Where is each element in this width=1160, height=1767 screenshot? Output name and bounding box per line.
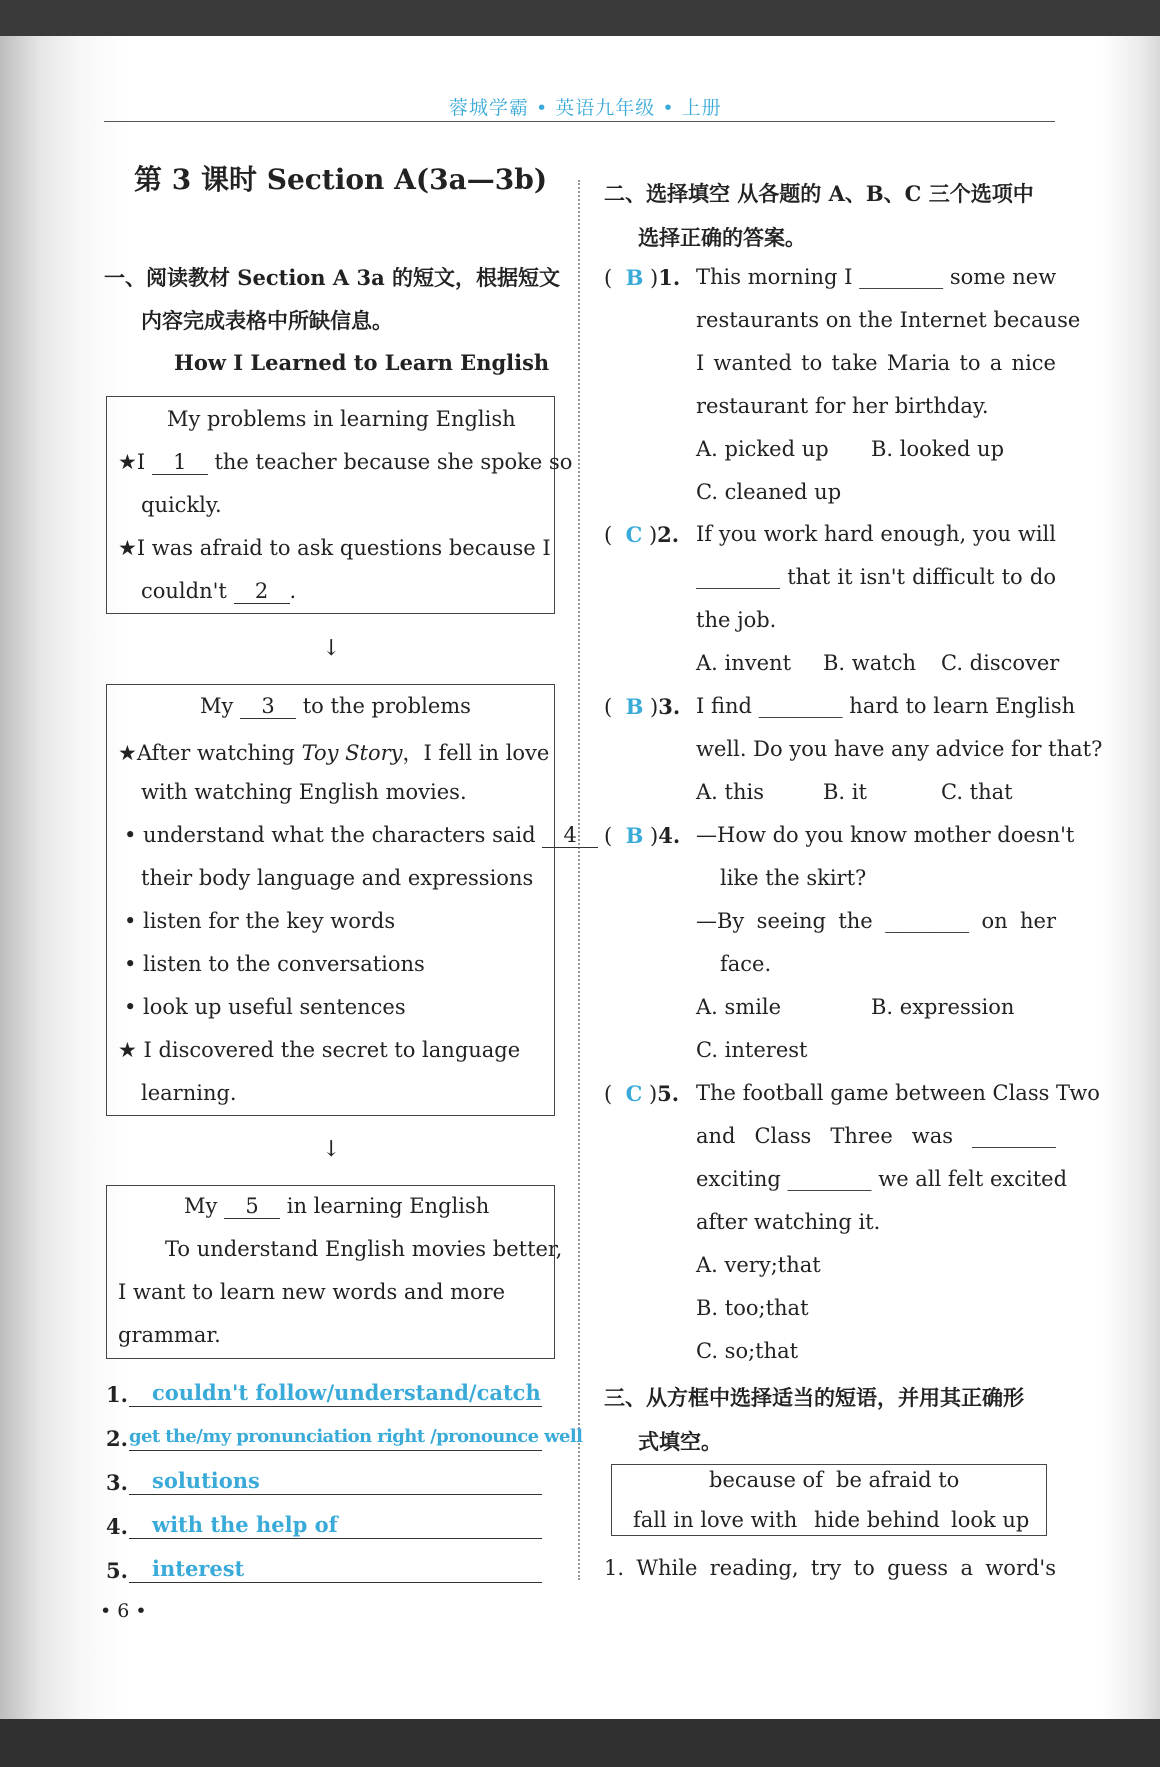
header-rule — [104, 121, 1055, 122]
phrase-be-afraid-to: be afraid to — [836, 1468, 960, 1492]
box2-star1-line1: ★After watching Toy Story，I fell in love — [118, 741, 550, 765]
blank-2: 2 — [234, 579, 290, 604]
q1-answer: B — [625, 265, 644, 290]
answer-num-3: 3. — [106, 1470, 128, 1495]
answer-num-2: 2. — [106, 1426, 128, 1451]
q1-line4: restaurant for her birthday. — [696, 394, 989, 418]
q1-option-b: B. looked up — [871, 437, 1005, 461]
blank-1: 1 — [152, 450, 208, 475]
q4-option-c: C. interest — [696, 1038, 808, 1062]
q2-line3: the job. — [696, 608, 777, 632]
q4-line1: —How do you know mother doesn't — [696, 823, 1075, 847]
q5-option-b: B. too;that — [696, 1296, 809, 1320]
box2-bullet1-line1: • understand what the characters said 4 — [124, 823, 598, 848]
q3-marker: ( B )3. — [604, 694, 681, 719]
lesson-title: 第 3 课时 Section A(3a—3b) — [134, 163, 548, 196]
q1-line3: I wanted to take Maria to a nice — [696, 351, 1056, 375]
q5-line3: exciting ________ we all felt excited — [696, 1167, 1068, 1191]
box1-star1-line2: quickly. — [141, 493, 222, 517]
q1-marker: ( B )1. — [604, 265, 681, 290]
box2-star2-line2: learning. — [141, 1081, 237, 1105]
bottom-bar — [0, 1719, 1160, 1767]
box3-line2: I want to learn new words and more — [118, 1280, 506, 1304]
q4-line3: —By seeing the ________ on her — [696, 909, 1056, 933]
answer-text-2: get the/my pronunciation right /pronounce well — [129, 1426, 583, 1447]
answer-text-1: couldn't follow/understand/catch — [152, 1380, 541, 1405]
q3-line2: well. Do you have any advice for that? — [696, 737, 1103, 761]
box1-star1-line1: ★I 1 the teacher because she spoke so — [118, 450, 573, 474]
q3-option-b: B. it — [823, 780, 867, 804]
q1-option-c: C. cleaned up — [696, 480, 842, 504]
q5-line1: The football game between Class Two — [696, 1081, 1100, 1105]
box2-bullet1-line2: their body language and expressions — [141, 866, 534, 890]
box3-title: My 5 in learning English — [184, 1194, 490, 1218]
q3-option-c: C. that — [941, 780, 1013, 804]
q3-line1: I find ________ hard to learn English — [696, 694, 1076, 718]
part1-heading-line2: 内容完成表格中所缺信息。 — [141, 308, 393, 333]
column-divider — [578, 180, 580, 1580]
part2-heading-line2: 选择正确的答案。 — [638, 225, 806, 250]
answer-text-5: interest — [152, 1556, 245, 1581]
q5-answer: C — [625, 1081, 643, 1106]
box2-title: My 3 to the problems — [200, 694, 471, 718]
q2-option-c: C. discover — [941, 651, 1060, 675]
part1-heading-line1: 一、阅读教材 Section A 3a 的短文，根据短文 — [104, 265, 561, 290]
box2-star1-line2: with watching English movies. — [141, 780, 467, 804]
q2-line2: ________ that it isn't difficult to do — [696, 565, 1056, 589]
blank-4: 4 — [542, 823, 598, 848]
box1-star2-line1: ★I was afraid to ask questions because I — [118, 536, 551, 560]
part3-heading-line2: 式填空。 — [638, 1429, 722, 1454]
box3-line1: To understand English movies better, — [165, 1237, 563, 1261]
box2-bullet4: • look up useful sentences — [124, 995, 406, 1019]
q4-option-a: A. smile — [696, 995, 782, 1019]
blank-5: 5 — [224, 1194, 280, 1219]
arrow-down-icon-2: ↓ — [322, 1137, 341, 1162]
q1-option-a: A. picked up — [696, 437, 829, 461]
q4-answer: B — [625, 823, 644, 848]
q2-line1: If you work hard enough, you will — [696, 522, 1056, 546]
answer-text-3: solutions — [152, 1468, 260, 1493]
q2-option-b: B. watch — [823, 651, 917, 675]
box3-line3: grammar. — [118, 1323, 221, 1347]
q5-option-a: A. very;that — [696, 1253, 821, 1277]
q5-option-c: C. so;that — [696, 1339, 799, 1363]
box1-star2-line2: couldn't 2 . — [141, 579, 297, 603]
part3-q1: 1. While reading, try to guess a word's — [604, 1556, 1056, 1580]
answer-num-4: 4. — [106, 1514, 128, 1539]
q2-marker: ( C )2. — [604, 522, 680, 547]
arrow-down-icon: ↓ — [322, 636, 341, 661]
q4-line4: face. — [720, 952, 772, 976]
page-header: 蓉城学霸 • 英语九年级 • 上册 — [449, 97, 722, 119]
box2-star2-line1: ★ I discovered the secret to language — [118, 1038, 521, 1062]
blank-3: 3 — [240, 694, 296, 719]
box1-title: My problems in learning English — [167, 407, 516, 431]
q1-line1: This morning I ________ some new — [696, 265, 1057, 289]
q5-line2: and Class Three was ________ — [696, 1124, 1056, 1148]
part2-heading-line1: 二、选择填空 从各题的 A、B、C 三个选项中 — [604, 181, 1034, 206]
q4-line2: like the skirt? — [720, 866, 867, 890]
answer-num-1: 1. — [106, 1382, 128, 1407]
phrase-look-up: look up — [951, 1508, 1030, 1532]
q5-marker: ( C )5. — [604, 1081, 680, 1106]
q3-option-a: A. this — [696, 780, 764, 804]
passage-subtitle: How I Learned to Learn English — [174, 350, 550, 375]
q4-marker: ( B )4. — [604, 823, 681, 848]
phrase-because-of: because of — [709, 1468, 823, 1492]
q2-option-a: A. invent — [696, 651, 792, 675]
phrase-fall-in-love-with: fall in love with — [633, 1508, 798, 1532]
answer-num-5: 5. — [106, 1558, 128, 1583]
phrase-hide-behind: hide behind — [814, 1508, 940, 1532]
q1-line2: restaurants on the Internet because — [696, 308, 1081, 332]
page-number: • 6 • — [100, 1600, 147, 1622]
q2-answer: C — [625, 522, 643, 547]
answer-text-4: with the help of — [152, 1512, 338, 1537]
box2-bullet3: • listen to the conversations — [124, 952, 425, 976]
q4-option-b: B. expression — [871, 995, 1015, 1019]
box2-bullet2: • listen for the key words — [124, 909, 396, 933]
part3-heading-line1: 三、从方框中选择适当的短语，并用其正确形 — [604, 1385, 1024, 1410]
q3-answer: B — [625, 694, 644, 719]
q5-line4: after watching it. — [696, 1210, 881, 1234]
